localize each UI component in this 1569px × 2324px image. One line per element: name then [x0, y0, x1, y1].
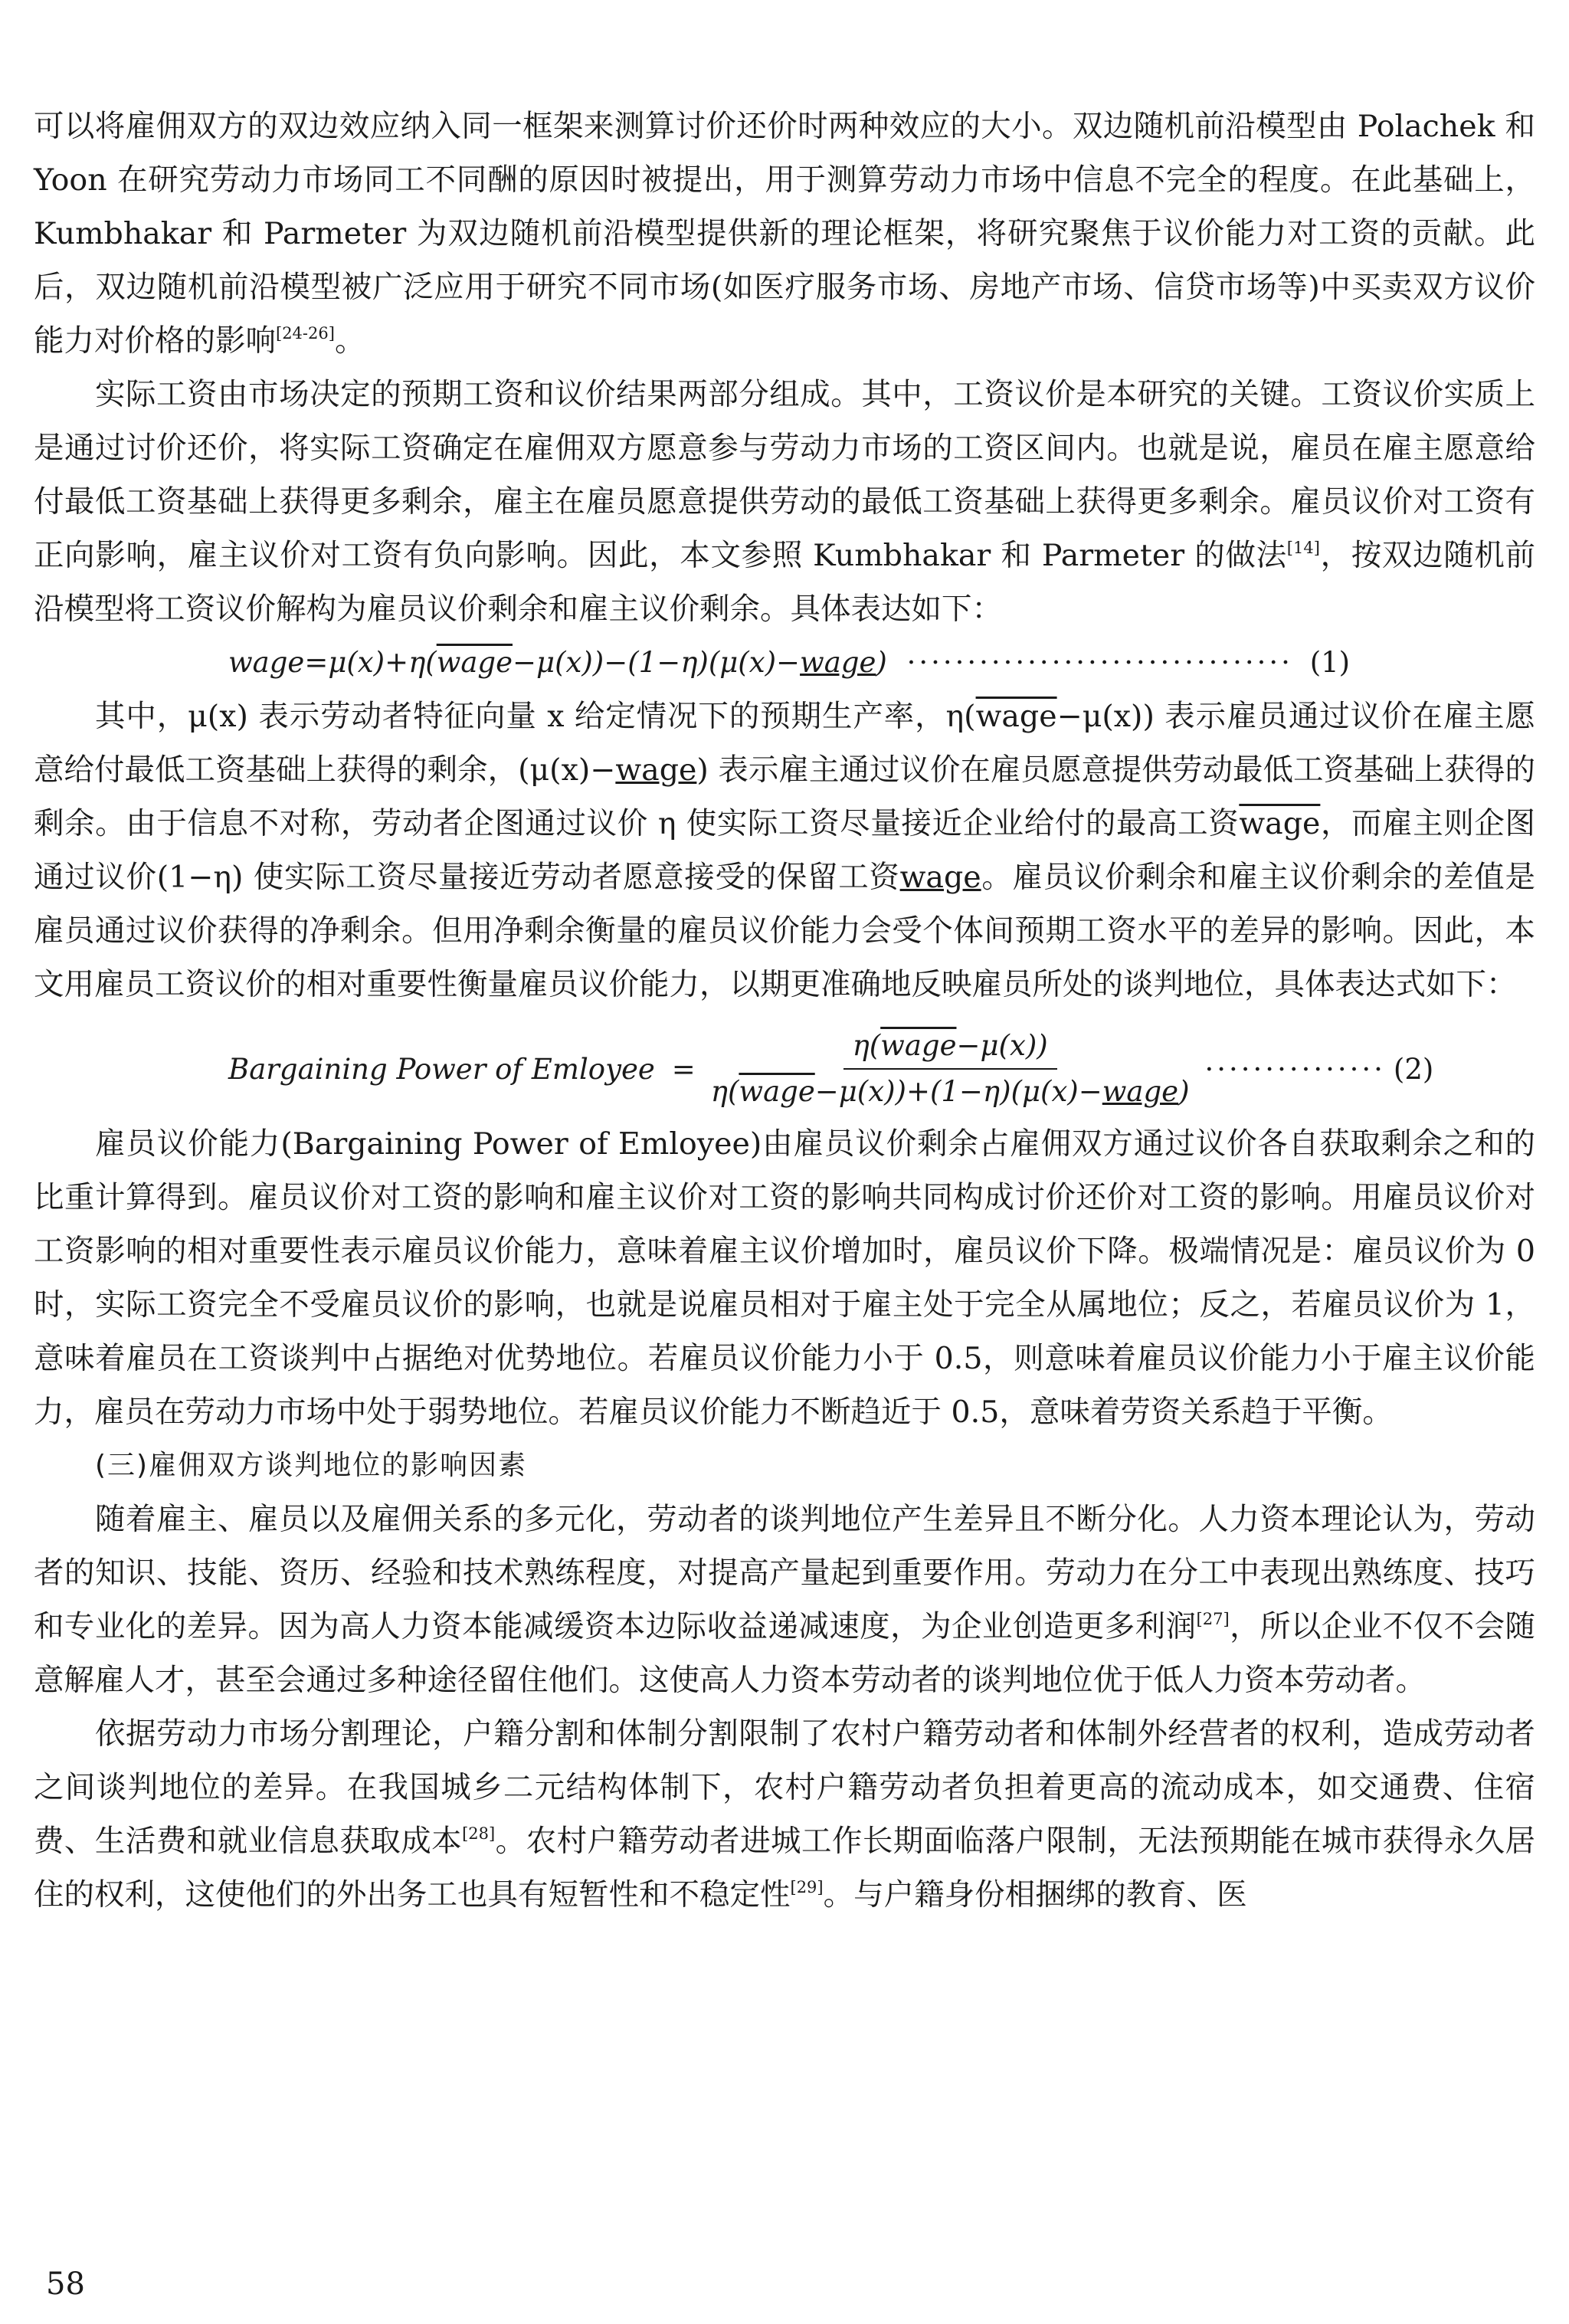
paragraph: 其中，μ(x) 表示劳动者特征向量 x 给定情况下的预期生产率，η(wage−μ(x)) 表示雇员通过议价在雇主愿意给付最低工资基础上获得的剩余，(μ(x)−wage) 表示雇主通过议价在雇员愿意提供劳动最低工资基础上获得的剩余。由于信息不对称，劳动者企图通过议价 η 使实际工资尽量接近企业给付的最高工资wage，而雇主则企图通过议价(1−η) 使实际工资尽量接近劳动者愿意接受的保留工资wage。雇员议价剩余和雇主议价剩余的差值是雇员通过议价获得的净剩余。但用净剩余衡量的雇员议价能力会受个体间预期工资水平的差异的影响。因此，本文用雇员工资议价的相对重要性衡量雇员议价能力，以期更准确地反映雇员所处的谈判地位，具体表达式如下：	[34, 699, 1535, 1002]
citation: [24-26]	[276, 324, 335, 343]
paragraph: 依据劳动力市场分割理论，户籍分割和体制分割限制了农村户籍劳动者和体制外经营者的权利，造成劳动者之间谈判地位的差异。在我国城乡二元结构体制下，农村户籍劳动者负担着更高的流动成本，如交通费、住宿费、生活费和就业信息获取成本[28]。农村户籍劳动者进城工作长期面临落户限制，无法预期能在城市获得永久居住的权利，这使他们的外出务工也具有短暂性和不稳定性[29]。与户籍身份相捆绑的教育、医	[34, 1716, 1536, 1913]
citation: [28]	[462, 1824, 496, 1843]
equation-1: wage=μ(x)+η(wage−μ(x))−(1−η)(μ(x)−wage) ································ (1)	[228, 646, 1351, 679]
fraction: $\frac{\text{η(wage−μ(x))}}{\text{η(wage−μ(x))+(1−η)(μ(x)−wage)}}$	[710, 1029, 1190, 1108]
paper-body	[34, 100, 1535, 1922]
page-number: 58	[46, 2267, 85, 2302]
paragraph: 实际工资由市场决定的预期工资和议价结果两部分组成。其中，工资议价是本研究的关键。工资议价实质上是通过讨价还价，将实际工资确定在雇佣双方愿意参与劳动力市场的工资区间内。也就是说，雇员在雇主愿意给付最低工资基础上获得更多剩余，雇主在雇员愿意提供劳动的最低工资基础上获得更多剩余。雇员议价对工资有正向影响，雇主议价对工资有负向影响。因此，本文参照 Kumbhakar 和 Parmeter 的做法[14]，按双边随机前沿模型将工资议价解构为雇员议价剩余和雇主议价剩余。具体表达如下：	[34, 377, 1536, 627]
paragraph: 雇员议价能力(Bargaining Power of Emloyee)由雇员议价剩余占雇佣双方通过议价各自获取剩余之和的比重计算得到。雇员议价对工资的影响和雇主议价对工资的影响共同构成讨价还价对工资的影响。用雇员议价对工资影响的相对重要性表示雇员议价能力，意味着雇主议价增加时，雇员议价下降。极端情况是：雇员议价为 0 时，实际工资完全不受雇员议价的影响，也就是说雇员相对于雇主处于完全从属地位；反之，若雇员议价为 1，意味着雇员在工资谈判中占据绝对优势地位。若雇员议价能力小于 0.5，则意味着雇员议价能力小于雇主议价能力，雇员在劳动力市场中处于弱势地位。若雇员议价能力不断趋近于 0.5，意味着劳资关系趋于平衡。	[34, 1126, 1535, 1430]
paragraph: 可以将雇佣双方的双边效应纳入同一框架来测算讨价还价时两种效应的大小。双边随机前沿模型由 Polachek 和 Yoon 在研究劳动力市场同工不同酬的原因时被提出，用于测算劳动力市场中信息不完全的程度。在此基础上，Kumbhakar 和 Parmeter 为双边随机前沿模型提供新的理论框架，将研究聚焦于议价能力对工资的贡献。此后，双边随机前沿模型被广泛应用于研究不同市场(如医疗服务市场、房地产市场、信贷市场等)中买卖双方议价能力对价格的影响[24-26]。	[34, 109, 1535, 359]
equation-2: Bargaining Power of Emloyee = $\frac{\text{η(wage−μ(x))}}{\text{η(wage−μ(x))+(1−η)(μ(x)−wage)}}$ ··············· (2)	[228, 1029, 1434, 1108]
citation: [14]	[1286, 539, 1320, 557]
paragraph: 随着雇主、雇员以及雇佣关系的多元化，劳动者的谈判地位产生差异且不断分化。人力资本理论认为，劳动者的知识、技能、资历、经验和技术熟练程度，对提高产量起到重要作用。劳动力在分工中表现出熟练度、技巧和专业化的差异。因为高人力资本能减缓资本边际收益递减速度，为企业创造更多利润[27]，所以企业不仅不会随意解雇人才，甚至会通过多种途径留住他们。这使高人力资本劳动者的谈判地位优于低人力资本劳动者。	[34, 1502, 1536, 1698]
citation: [29]	[790, 1878, 824, 1896]
equation-number: (1)	[1309, 646, 1351, 679]
citation: [27]	[1196, 1610, 1230, 1628]
section-heading: (三)雇佣双方谈判地位的影响因素	[95, 1450, 528, 1481]
equation-number: (2)	[1393, 1052, 1434, 1086]
